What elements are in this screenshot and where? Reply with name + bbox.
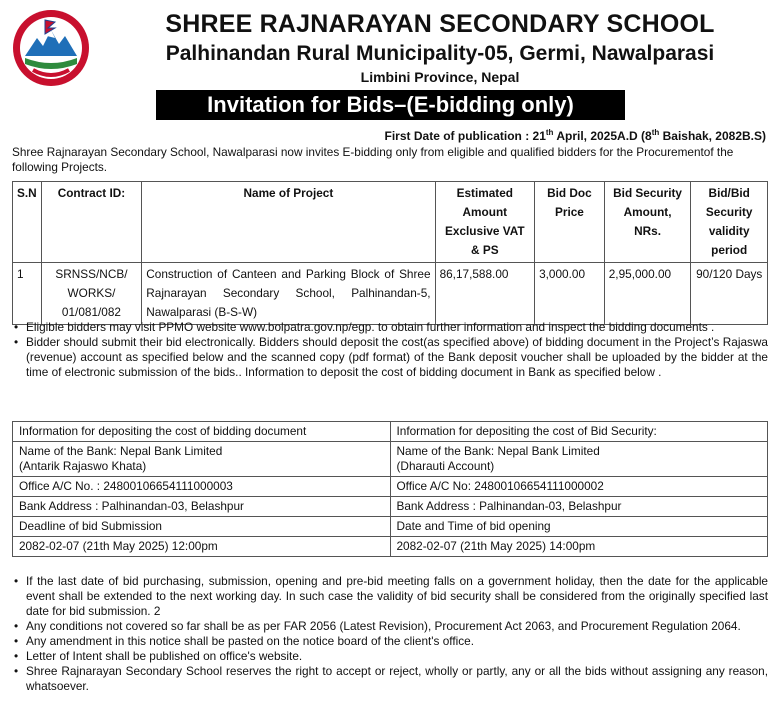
province-line: Limbini Province, Nepal (360, 69, 520, 85)
col-bid-doc-price: Bid Doc Price (535, 182, 605, 263)
cell-project-name: Construction of Canteen and Parking Block of Shree Rajnarayan Secondary School, Palhinandan-5, Nawalparasi (B-S-W) (142, 263, 435, 325)
list-item: • Any amendment in this notice shall be pasted on the notice board of the client's office. (12, 634, 768, 649)
col-estimated-amount: Estimated Amount Exclusive VAT & PS (435, 182, 535, 263)
bank-cell: Name of the Bank: Nepal Bank Limited (Antarik Rajaswo Khata) (13, 442, 391, 477)
list-item: • Letter of Intent shall be published on office's website. (12, 649, 768, 664)
cell-bid-security: 2,95,000.00 (604, 263, 691, 325)
table-row (13, 537, 768, 557)
cell-contract-id: SRNSS/NCB/ WORKS/ 01/081/082 (41, 263, 142, 325)
cell-validity: 90/120 Days (691, 263, 768, 325)
col-project-name: Name of Project (142, 182, 435, 263)
col-validity: Bid/Bid Security validity period (691, 182, 768, 263)
bank-cell: Bank Address : Palhinandan-03, Belashpur (13, 497, 391, 517)
bank-cell: Name of the Bank: Nepal Bank Limited (Dharauti Account) (390, 442, 768, 477)
notice-title: Invitation for Bids–(E-bidding only) (156, 90, 625, 120)
table-row (13, 517, 768, 537)
bank-cell: 2082-02-07 (21th May 2025) 12:00pm (13, 537, 391, 557)
bank-cell: Office A/C No: 24800106654111000002 (390, 477, 768, 497)
table-header-row (13, 182, 768, 263)
instructions-list-top (12, 320, 768, 380)
nepal-emblem-logo (11, 8, 91, 88)
table-row (13, 477, 768, 497)
cell-estimated-amount: 86,17,588.00 (435, 263, 535, 325)
table-row (13, 263, 768, 325)
table-row (13, 497, 768, 517)
cell-sn: 1 (13, 263, 42, 325)
list-item: • Shree Rajnarayan Secondary School reserves the right to accept or reject, wholly or partly, any or all the bids without assigning any reason, whatsoever. (12, 664, 768, 694)
instructions-list-bottom (12, 574, 768, 694)
table-row (13, 422, 768, 442)
col-bid-security: Bid Security Amount, NRs. (604, 182, 691, 263)
bank-cell: Office A/C No. : 24800106654111000003 (13, 477, 391, 497)
list-item: • Bidder should submit their bid electronically. Bidders should deposit the cost(as specified above) of bidding document in the Project’s Rajaswa (revenue) account as specified below and the scanned copy (pdf format) of the Bank deposit voucher shall be uploaded by the bidder at the time of electronic submission of the bids.. Information to deposit the cost of bidding document in Bank as specified below . (12, 335, 768, 380)
bank-info-table (12, 421, 768, 557)
bank-cell: Date and Time of bid opening (390, 517, 768, 537)
list-item: • If the last date of bid purchasing, submission, opening and pre-bid meeting falls on a government holiday, then the date for the applicable event shall be extended to the next working day. In such case the validity of bid security shall be considered from the originally specified last date for bid submission. 2 (12, 574, 768, 619)
col-sn: S.N (13, 182, 42, 263)
table-row (13, 442, 768, 477)
bank-cell: 2082-02-07 (21th May 2025) 14:00pm (390, 537, 768, 557)
project-table (12, 181, 768, 325)
list-item: • Any conditions not covered so far shall be as per FAR 2056 (Latest Revision), Procurement Act 2063, and Procurement Regulation 2064. (12, 619, 768, 634)
bank-cell: Deadline of bid Submission (13, 517, 391, 537)
school-name: SHREE RAJNARAYAN SECONDARY SCHOOL (165, 10, 715, 38)
cell-bid-doc-price: 3,000.00 (535, 263, 605, 325)
bank-cell: Information for depositing the cost of bidding document (13, 422, 391, 442)
municipality-line: Palhinandan Rural Municipality-05, Germi, Nawalparasi (165, 42, 715, 65)
list-item: • Eligible bidders may visit PPMO website www.bolpatra.gov.np/egp. to obtain further information and inspect the bidding documents . (12, 320, 768, 335)
intro-paragraph: Shree Rajnarayan Secondary School, Nawalparasi now invites E-bidding only from eligible and qualified bidders for the Procurementof the following Projects. (12, 145, 734, 174)
bank-cell: Information for depositing the cost of Bid Security: (390, 422, 768, 442)
publication-date: First Date of publication : 21th April, 2025A.D (8th Baishak, 2082B.S) (384, 128, 766, 143)
col-contract-id: Contract ID: (41, 182, 142, 263)
bank-cell: Bank Address : Palhinandan-03, Belashpur (390, 497, 768, 517)
